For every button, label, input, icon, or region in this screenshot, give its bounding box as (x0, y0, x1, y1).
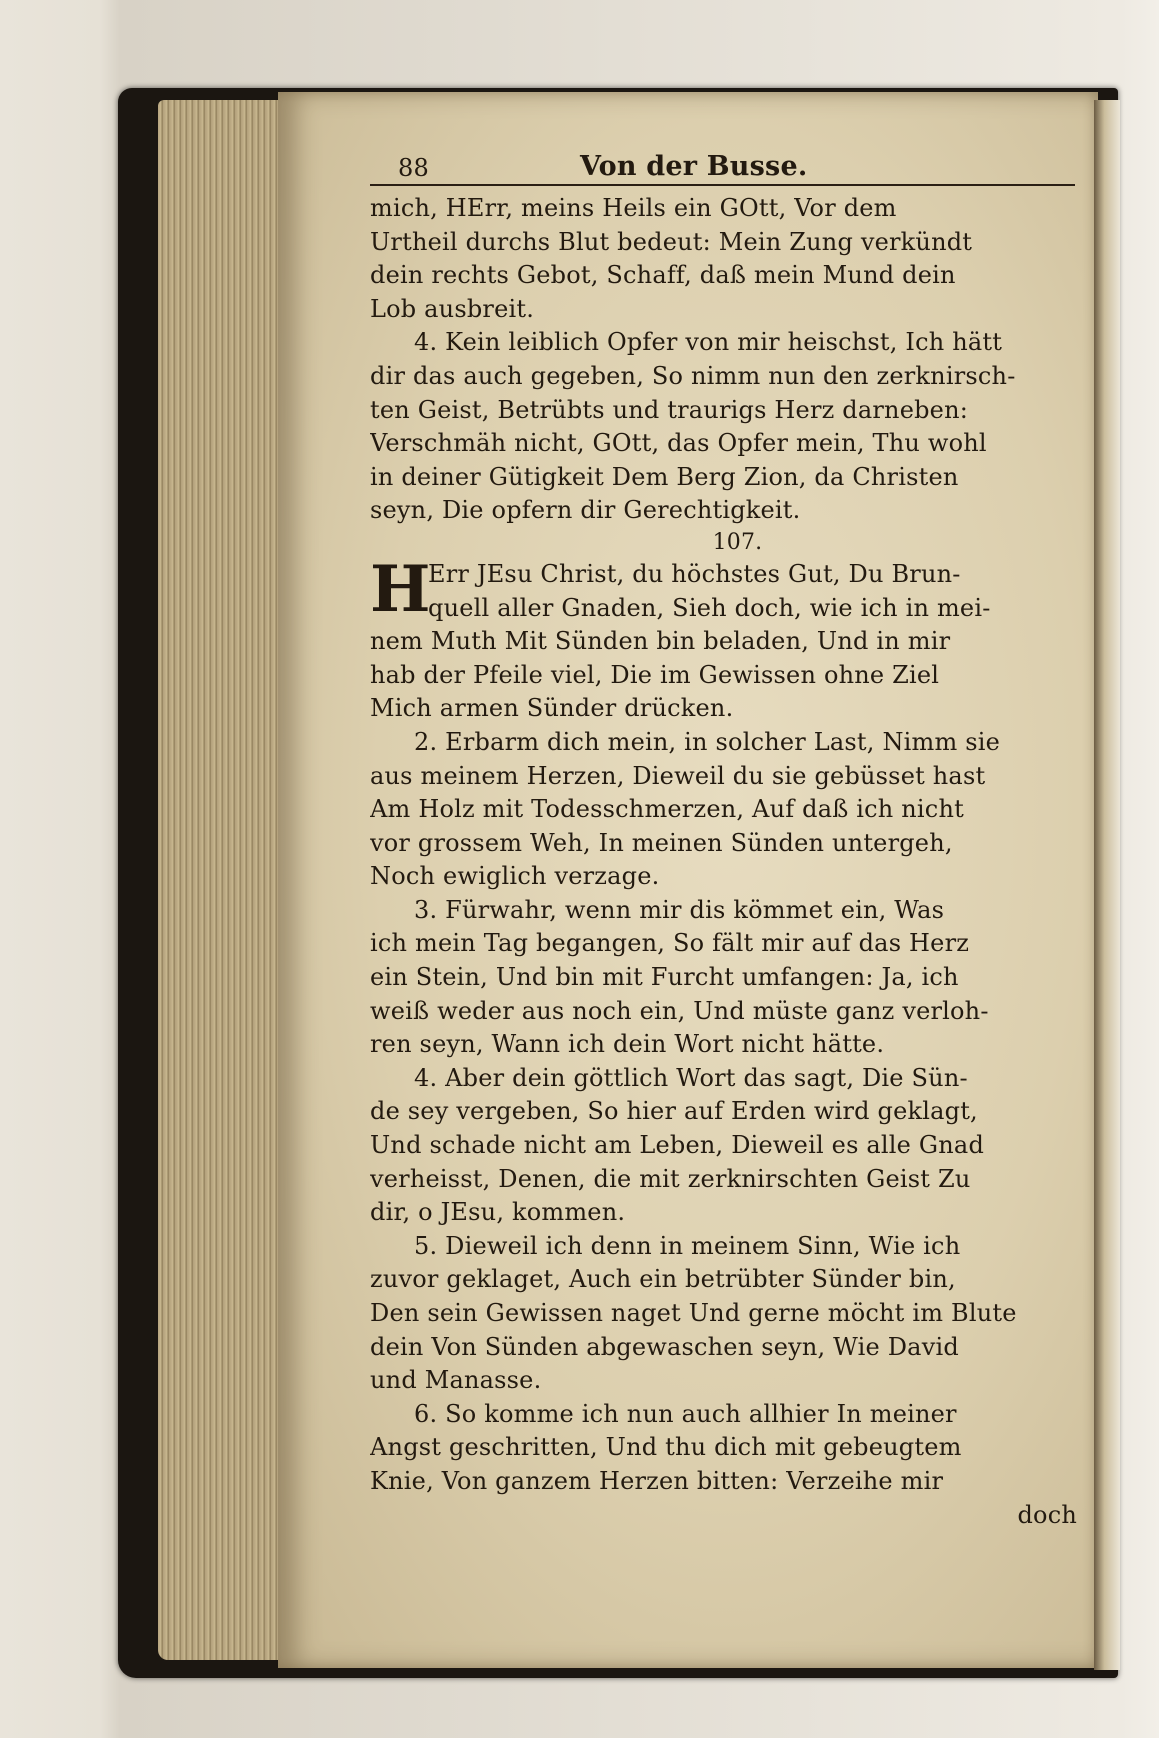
text-line: Den sein Gewissen naget Und gerne möcht im Blute (370, 1299, 1017, 1327)
text-line: zuvor geklaget, Auch ein betrübter Sünder bin, (370, 1265, 956, 1294)
text-line: quell aller Gnaden, Sieh doch, wie ich in mei- (428, 593, 991, 622)
text-line: ich mein Tag begangen, So fält mir auf das Herz (370, 929, 970, 958)
text-line: und Manasse. (370, 1366, 542, 1395)
running-title: Von der Busse. (580, 151, 808, 182)
page-text (370, 150, 1085, 1532)
text-line: de sey vergeben, So hier auf Erden wird geklagt, (370, 1097, 978, 1126)
text-line: dein Von Sünden abgewaschen seyn, Wie David (370, 1332, 959, 1361)
text-line: ten Geist, Betrübts und traurigs Herz darneben: (370, 395, 969, 424)
text-line: Knie, Von ganzem Herzen bitten: Verzeihe mir (370, 1466, 944, 1495)
text-line: weiß weder aus noch ein, Und müste ganz verloh- (370, 996, 989, 1025)
page-edges (158, 100, 286, 1660)
text-line: 5. Dieweil ich denn in meinem Sinn, Wie ich (414, 1231, 961, 1260)
text-line: 3. Fürwahr, wenn mir dis kömmet ein, Was (414, 895, 945, 924)
text-line: Urtheil durchs Blut bedeut: Mein Zung verkündt (370, 227, 973, 256)
text-line: nem Muth Mit Sünden bin beladen, Und in mir (370, 627, 951, 656)
text-line: dir das auch gegeben, So nimm nun den zerknirsch- (370, 361, 1016, 390)
text-line: ren seyn, Wann ich dein Wort nicht hätte. (370, 1030, 885, 1059)
text-line: Err JEsu Christ, du höchstes Gut, Du Brun- (428, 559, 961, 588)
text-line: Angst geschritten, Und thu dich mit gebeugtem (370, 1433, 962, 1462)
text-line: dir, o JEsu, kommen. (370, 1198, 626, 1227)
text-line: hab der Pfeile viel, Die im Gewissen ohne Ziel (370, 660, 940, 689)
text-line: 6. So komme ich nun auch allhier In meiner (414, 1399, 957, 1428)
text-line: verheisst, Denen, die mit zerknirschten Geist Zu (370, 1164, 971, 1193)
text-line: vor grossem Weh, In meinen Sünden untergeh, (370, 828, 953, 857)
page-header (370, 150, 1075, 186)
text-line: 4. Aber dein göttlich Wort das sagt, Die Sün- (414, 1063, 968, 1092)
text-line: dein rechts Gebot, Schaff, daß mein Mund dein (370, 261, 956, 290)
text-line: seyn, Die opfern dir Gerechtigkeit. (370, 496, 801, 525)
text-line: Verschmäh nicht, GOtt, das Opfer mein, Thu wohl (370, 429, 987, 458)
text-line: Und schade nicht am Leben, Dieweil es alle Gnad (370, 1131, 985, 1160)
drop-cap: H (370, 551, 431, 627)
text-line: Lob ausbreit. (370, 294, 535, 323)
text-line: ein Stein, Und bin mit Furcht umfangen: Ja, ich (370, 963, 959, 992)
text-line: mich, HErr, meins Heils ein GOtt, Vor dem (370, 194, 897, 222)
hymn-opening (370, 551, 1085, 627)
text-line: aus meinem Herzen, Dieweil du sie gebüsset hast (370, 761, 986, 790)
hymn-number: 107. (712, 529, 763, 555)
text-line: Mich armen Sünder drücken. (370, 694, 734, 723)
text-line: in deiner Gütigkeit Dem Berg Zion, da Christen (370, 462, 959, 491)
facing-page-edge (1094, 100, 1120, 1670)
text-line: 2. Erbarm dich mein, in solcher Last, Nimm sie (414, 727, 1001, 756)
text-line: Noch ewiglich verzage. (370, 862, 660, 891)
page-number: 88 (398, 154, 429, 182)
catchword: doch (1017, 1500, 1077, 1529)
text-line: 4. Kein leiblich Opfer von mir heischst, Ich hätt (414, 328, 1003, 357)
text-line: Am Holz mit Todesschmerzen, Auf daß ich nicht (370, 795, 964, 824)
